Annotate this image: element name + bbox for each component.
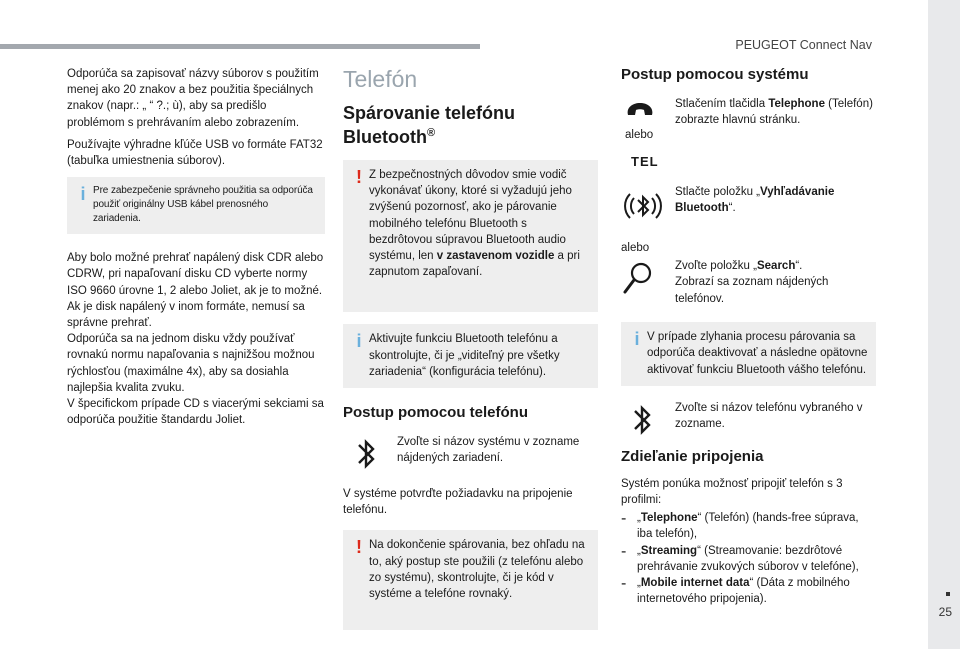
- list-text-rest: “ (Telefón) (hands-free súprava, iba telefón),: [637, 512, 859, 541]
- warning-note-code: [343, 530, 598, 630]
- step-text: Zvoľte si názov systému v zozname nájdených zariadení.: [397, 436, 580, 465]
- list-dash: -: [621, 510, 627, 528]
- step-telephone-button: [621, 96, 876, 184]
- profile-list: [621, 510, 876, 607]
- step-text: [675, 96, 876, 128]
- bluetooth-icon: [351, 434, 395, 478]
- info-note-bluetooth-visible: [343, 324, 598, 388]
- info-icon: i: [634, 329, 640, 350]
- list-text-pre: „: [637, 544, 641, 557]
- magnifier-icon: [621, 260, 665, 304]
- section-title: Telefón: [343, 66, 418, 92]
- paragraph-multisession: V špecifickom prípade CD s viacerými sekciami sa odporúča použitie štandardu Joliet.: [67, 398, 324, 427]
- step-text-c: Zobrazí sa zoznam nájdených telefónov.: [675, 276, 829, 305]
- list-text-pre: „: [637, 512, 641, 525]
- pairing-title-line2: Bluetooth: [343, 127, 427, 147]
- system-procedure-title: Postup pomocou systému: [621, 66, 809, 83]
- registered-mark: ®: [426, 127, 436, 139]
- warning-text-bold: v zastavenom vozidle: [436, 250, 555, 263]
- pairing-title-line1: Spárovanie telefónu: [343, 103, 516, 123]
- page-number: 25: [938, 605, 952, 619]
- warning-text-a: Z bezpečnostných dôvodov smie vodič vykonávať úkony, ktoré si vyžadujú jeho zvýšenú pozornosť, ako je párovanie mobilného telefónu Bluetooth s bezdrôtovou súpravou Bluetooth audio systému, len: [369, 169, 572, 263]
- page-edge-strip: [928, 0, 960, 649]
- list-text-rest: “ (Dáta z mobilného internetového pripojenia).: [637, 577, 850, 606]
- warning-icon: !: [356, 537, 362, 558]
- list-item: [621, 510, 876, 542]
- list-text-rest: “ (Streamovanie: bezdrôtové prehrávanie zvukových súborov v telefóne),: [637, 544, 859, 573]
- warning-icon: !: [356, 167, 362, 187]
- bluetooth-search-icon: [623, 184, 667, 228]
- step-select-phone: [621, 400, 876, 448]
- tel-button-label: TEL: [631, 154, 659, 169]
- list-dash: -: [621, 542, 627, 560]
- info-note-text: Pre zabezpečenie správneho použitia sa odporúča použiť originálny USB kábel prenosného zariadenia.: [93, 185, 313, 225]
- list-dash: -: [621, 575, 627, 593]
- info-note-text: V prípade zlyhania procesu párovania sa odporúča deaktivovať a následne opätovne aktivovať funkciu Bluetooth vášho telefónu.: [647, 331, 868, 376]
- warning-note-text: [369, 167, 590, 280]
- step-text: Zvoľte si názov telefónu vybraného v zozname.: [675, 401, 863, 431]
- step-text-b: “.: [728, 202, 736, 215]
- pairing-title: [343, 103, 598, 147]
- step-text-b: “.: [795, 260, 803, 273]
- paragraph-cd-burn: Aby bolo možné prehrať napálený disk CDR alebo CDRW, pri napaľovaní disku CD vyberte normy ISO 9660 úrovne 1, 2 alebo Joliet, ak je to možné.: [67, 252, 324, 297]
- list-text: [637, 543, 876, 575]
- step-text-bold: Telephone: [768, 98, 825, 110]
- step-text: [675, 184, 876, 216]
- list-text-pre: „: [637, 577, 641, 590]
- step-text-a: Stlačte položku „: [675, 186, 761, 198]
- step-text: [675, 258, 876, 307]
- bluetooth-icon: [627, 400, 671, 444]
- list-text-bold: Streaming: [640, 544, 698, 557]
- continued-mark: [946, 592, 950, 596]
- step-search: [621, 258, 876, 322]
- phone-procedure-title: Postup pomocou telefónu: [343, 404, 528, 422]
- step-text-a: Stlačením tlačidla: [675, 98, 769, 110]
- paragraph-other-format: Ak je disk napálený v inom formáte, nemusí sa správne prehrať.: [67, 300, 305, 330]
- info-icon: i: [80, 184, 86, 205]
- paragraph-filenames: Odporúča sa zapisovať názvy súborov s použitím menej ako 20 znakov a bez použitia špeciálnych znakov (napr.: „ “ ?.; ù), aby sa predišlo problémom s prehrávaním alebo zobrazením.: [67, 68, 319, 129]
- list-text-bold: Mobile internet data: [640, 577, 750, 590]
- paragraph-same-norm: Odporúča sa na jednom disku vždy používať rovnakú normu napaľovania s najnižšou možnou rýchlosťou (maximálne 4x), aby sa dosiahla najlepšia kvalita zvuku.: [67, 333, 315, 394]
- warning-text-b: a pri zapnutom zapaľovaní.: [369, 250, 580, 279]
- list-item: [621, 543, 876, 575]
- list-text: [637, 510, 876, 542]
- running-title: PEUGEOT Connect Nav: [735, 38, 872, 52]
- step-text-a: Zvoľte položku „: [675, 260, 757, 273]
- label-alebo-2: alebo: [621, 242, 650, 254]
- list-item: [621, 575, 876, 607]
- info-icon: i: [356, 331, 362, 352]
- paragraph-fat32: Používajte výhradne kľúče USB vo formáte FAT32 (tabuľka umiestnenia súborov).: [67, 138, 323, 168]
- column-phone: [343, 66, 598, 630]
- column-usb-cd: [67, 66, 325, 428]
- top-rule: [0, 44, 480, 49]
- step-text-bold: Search: [756, 260, 796, 273]
- column-system: [621, 66, 876, 607]
- info-note-failure: [621, 322, 876, 386]
- sharing-title: Zdieľanie pripojenia: [621, 447, 764, 465]
- info-note-text: Aktivujte funkciu Bluetooth telefónu a skontrolujte, či je „viditeľný pre všetky zariadenia“ (konfigurácia telefónu).: [369, 333, 560, 378]
- step-select-system: [343, 434, 598, 474]
- warning-note-stationary: [343, 160, 598, 312]
- list-text: [637, 575, 876, 607]
- sharing-intro: Systém ponúka možnosť pripojiť telefón s 3 profilmi:: [621, 477, 843, 507]
- warning-note-text: Na dokončenie spárovania, bez ohľadu na to, aký postup ste použili (z telefónu alebo zo systému), skontrolujte, či je kód v systéme a telefóne rovnaký.: [369, 539, 585, 601]
- step-text-bold: Vyhľadávanie Bluetooth: [675, 186, 835, 215]
- paragraph-confirm: V systéme potvrďte požiadavku na pripojenie telefónu.: [343, 488, 573, 517]
- step-bluetooth-search: [621, 184, 876, 240]
- step-text-b: (Telefón) zobrazte hlavnú stránku.: [675, 98, 873, 127]
- list-text-bold: Telephone: [640, 512, 698, 525]
- info-note-usb-cable: [67, 177, 325, 234]
- label-alebo: alebo: [625, 129, 654, 141]
